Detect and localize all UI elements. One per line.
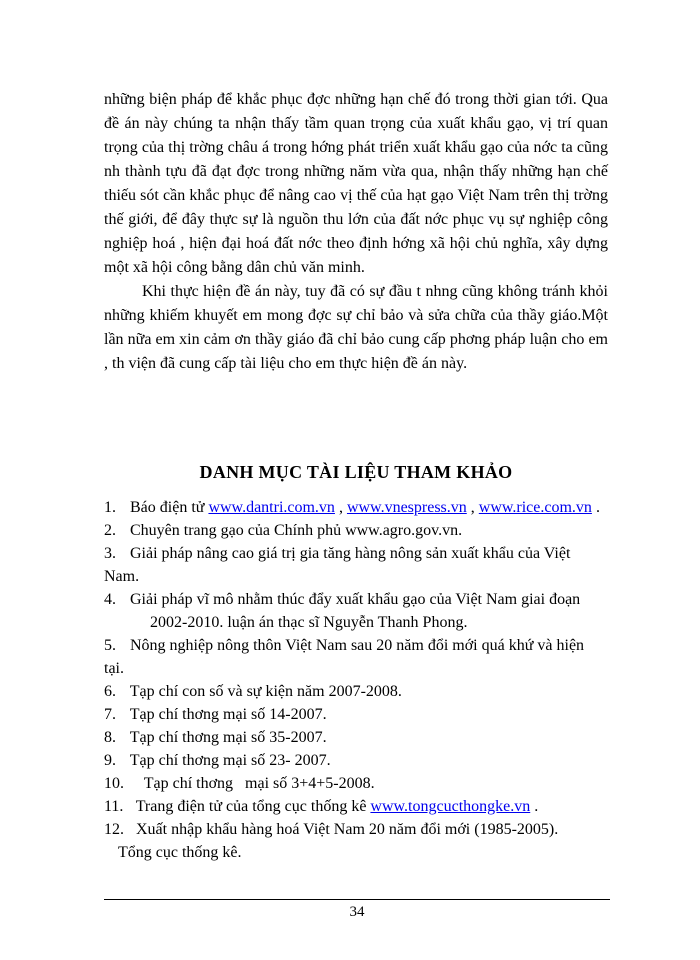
page-number: 34	[349, 904, 365, 920]
reference-number: 8.	[104, 729, 116, 746]
footer-divider	[104, 899, 610, 900]
reference-item	[104, 634, 608, 680]
reference-item	[104, 680, 608, 703]
reference-number: 1.	[104, 499, 116, 516]
reference-text: Tạp chí thơng mại số 14-2007.	[129, 706, 327, 723]
references-list	[104, 496, 608, 864]
reference-number: 3.	[104, 545, 116, 562]
conclusion-text	[104, 88, 608, 376]
reference-text-end: .	[530, 798, 539, 815]
reference-number: 2.	[104, 522, 116, 539]
reference-number: 10.	[104, 775, 124, 792]
reference-text: Tạp chí thơng mại số 3+4+5-2008.	[136, 775, 375, 792]
reference-link-rice[interactable]: www.rice.com.vn	[478, 499, 592, 516]
reference-item: 1. Báo điện tử www.dantri.com.vn , www.vnespress.vn , www.rice.com.vn .	[104, 496, 608, 519]
reference-number: 12.	[104, 821, 124, 838]
reference-number: 7.	[104, 706, 116, 723]
reference-text-continuation: 2002-2010. luận án thạc sĩ Nguyễn Thanh Phong.	[150, 614, 468, 631]
paragraph: Khi thực hiện đề án này, tuy đã có sự đầu t nhng cũng không tránh khỏi những khiếm khuyết em mong đợc sự chỉ bảo và sửa chữa của thầy giáo.Một lần nữa em xin cảm ơn thầy giáo đã chỉ bảo cung cấp phơng pháp luận cho em , th viện đã cung cấp tài liệu cho em thực hiện đề án này.	[104, 283, 608, 372]
reference-text: Trang điện tử của tổng cục thống kê	[135, 798, 371, 815]
reference-number: 5.	[104, 637, 116, 654]
reference-text: Tạp chí con số và sự kiện năm 2007-2008.	[129, 683, 402, 700]
reference-text-end: .	[591, 499, 600, 516]
reference-number: 9.	[104, 752, 116, 769]
reference-link-vnespress[interactable]: www.vnespress.vn	[346, 499, 467, 516]
reference-text: Nông nghiệp nông thôn Việt Nam sau 20 năm đổi mới quá khứ và hiện tại.	[104, 637, 585, 677]
reference-text-continuation: Tổng cục thống kê.	[118, 844, 242, 861]
reference-item	[104, 749, 608, 772]
reference-item	[104, 703, 608, 726]
reference-text: Giải pháp nâng cao giá trị gia tăng hàng nông sản xuất khẩu của Việt Nam.	[104, 545, 571, 585]
reference-link-dantri[interactable]: www.dantri.com.vn	[208, 499, 335, 516]
reference-text: Xuất nhập khẩu hàng hoá Việt Nam 20 năm đổi mới (1985-2005).	[136, 821, 559, 838]
reference-number: 4.	[104, 591, 116, 608]
paragraph: những biện pháp để khắc phục đợc những hạn chế đó trong thời gian tới. Qua đề án này chúng ta nhận thấy tầm quan trọng của xuất khẩu gạo, vị trí quan trọng của thị trờng châu á trong hớng phát triển xuất khẩu gạo của nớc ta cũng nh thành tựu đã đạt đợc trong những năm vừa qua, nhận thấy những hạn chế thiếu sót cần khắc phục để nâng cao vị thế của hạt gạo Việt Nam trên thị trờng thế giới, để đây thực sự là nguồn thu lớn của đất nớc phục vụ sự nghiệp công nghiệp hoá , hiện đại hoá đất nớc theo định hớng xã hội chủ nghĩa, xây dựng một xã hội công bằng dân chủ văn minh.	[104, 91, 608, 276]
reference-item	[104, 542, 608, 588]
reference-number: 11.	[104, 798, 124, 815]
reference-text: Báo điện tử	[130, 499, 209, 516]
reference-item	[104, 795, 608, 818]
reference-item	[104, 818, 608, 864]
reference-item	[104, 588, 608, 634]
reference-item	[104, 772, 608, 795]
reference-item	[104, 519, 608, 542]
reference-item	[104, 726, 608, 749]
reference-text: Tạp chí thơng mại số 35-2007.	[129, 729, 327, 746]
references-title: DANH MỤC TÀI LIỆU THAM KHẢO	[199, 462, 513, 482]
reference-number: 6.	[104, 683, 116, 700]
reference-text: Giải pháp vĩ mô nhằm thúc đẩy xuất khẩu gạo của Việt Nam giai đoạn	[130, 591, 581, 608]
reference-link-tongcucthongke[interactable]: www.tongcucthongke.vn	[370, 798, 531, 815]
reference-text: Chuyên trang gạo của Chính phủ www.agro.gov.vn.	[130, 522, 463, 539]
reference-text: Tạp chí thơng mại số 23- 2007.	[129, 752, 331, 769]
